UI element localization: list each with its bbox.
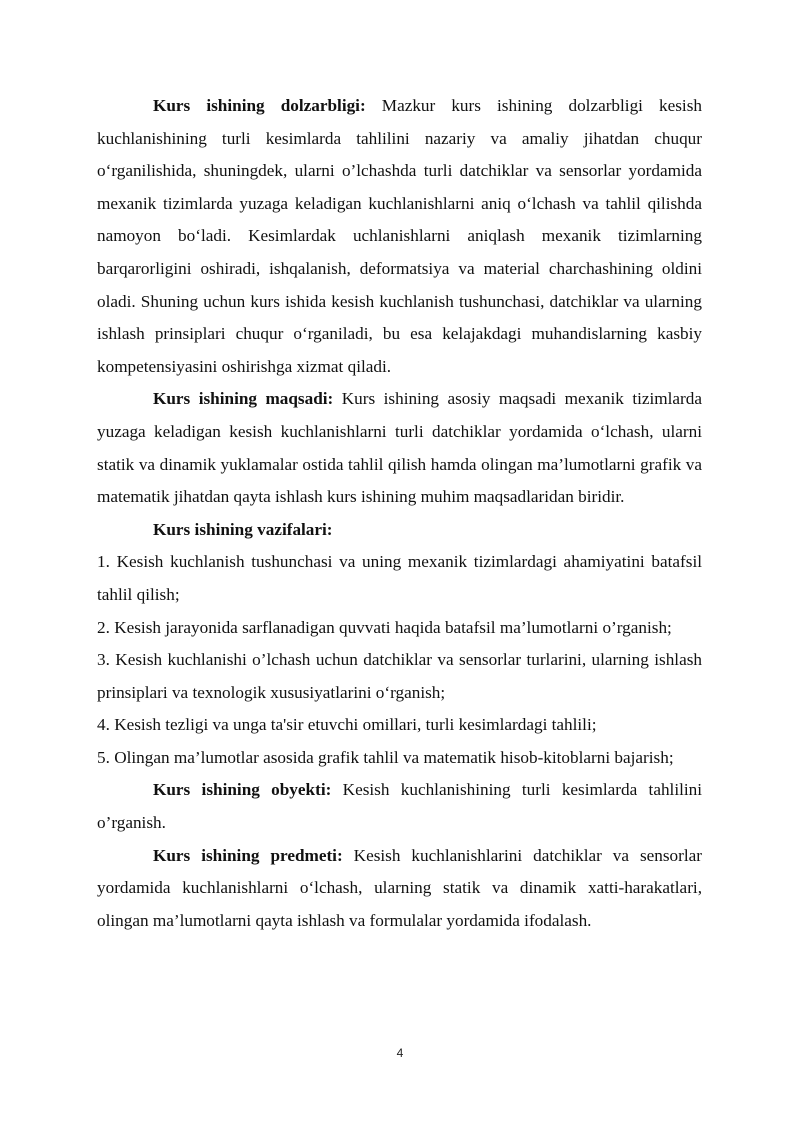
maqsadi-paragraph: [97, 383, 702, 513]
obyekti-text: Kesish kuchlanishining turli kesimlarda tahlilini o’rganish.: [97, 780, 703, 833]
vazifalari-heading: Kurs ishining vazifalari:: [153, 519, 333, 539]
vazifa-item-2: 2. Kesish jarayonida sarflanadigan quvvati haqida batafsil ma’lumotlarni o’rganish;: [97, 617, 672, 637]
vazifa-item-5: 5. Olingan ma’lumotlar asosida grafik tahlil va matematik hisob-kitoblarni bajarish;: [97, 747, 674, 767]
predmeti-paragraph: [97, 840, 702, 938]
obyekti-label: Kurs ishining obyekti:: [153, 780, 332, 800]
vazifa-item-3: 3. Kesish kuchlanishi o’lchash uchun datchiklar va sensorlar turlarini, ularning ishlash prinsiplari va texnologik xususiyatlarini o‘rganish;: [97, 650, 702, 702]
maqsadi-label: Kurs ishining maqsadi:: [153, 389, 334, 409]
dolzarbligi-paragraph: [97, 90, 702, 383]
predmeti-text: Kesish kuchlanishlarini datchiklar va sensorlar yordamida kuchlanishlarni o‘lchash, ularning statik va dinamik xatti-harakatlari, olingan ma’lumotlarni qayta ishlash va formulalar yordamida ifodalash.: [97, 845, 703, 930]
predmeti-label: Kurs ishining predmeti:: [153, 845, 343, 865]
page-number: 4: [396, 1046, 404, 1060]
vazifa-item-1: 1. Kesish kuchlanish tushunchasi va uning mexanik tizimlardagi ahamiyatini batafsil tahlil qilish;: [97, 552, 702, 604]
document-body: [97, 90, 702, 937]
obyekti-paragraph: [97, 774, 702, 839]
dolzarbligi-text: Mazkur kurs ishining dolzarbligi kesish kuchlanishining turli kesimlarda tahlilini nazariy va amaliy jihatdan chuqur o‘rganilishida, shuningdek, ularni o’lchashda turli datchiklar va sensorlar yordamida mexanik tizimlarda yuzaga keladigan kuchlanishlarni aniq o‘lchash va tahlil qilishda namoyon bo‘ladi. Kesimlardak uchlanishlarni aniqlash mexanik tizimlarning barqarorligini oshiradi, ishqalanish, deformatsiya va material charchashining oldini oladi. Shuning uchun kurs ishida kesish kuchlanish tushunchasi, datchiklar va ularning ishlash prinsiplari chuqur o‘rganiladi, bu esa kelajakdagi muhandislarning kasbiy kompetensiyasini oshirishga xizmat qiladi.: [97, 96, 702, 376]
maqsadi-text: Kurs ishining asosiy maqsadi mexanik tizimlarda yuzaga keladigan kesish kuchlanishlarni turli datchiklar yordamida o‘lchash, ularni statik va dinamik yuklamalar ostida tahlil qilish hamda olingan ma’lumotlarni grafik va matematik jihatdan qayta ishlash kurs ishining muhim maqsadlaridan biridir.: [97, 389, 702, 507]
vazifa-item-4: 4. Kesish tezligi va unga ta'sir etuvchi omillari, turli kesimlardagi tahlili;: [97, 715, 597, 735]
dolzarbligi-label: Kurs ishining dolzarbligi:: [153, 96, 366, 115]
